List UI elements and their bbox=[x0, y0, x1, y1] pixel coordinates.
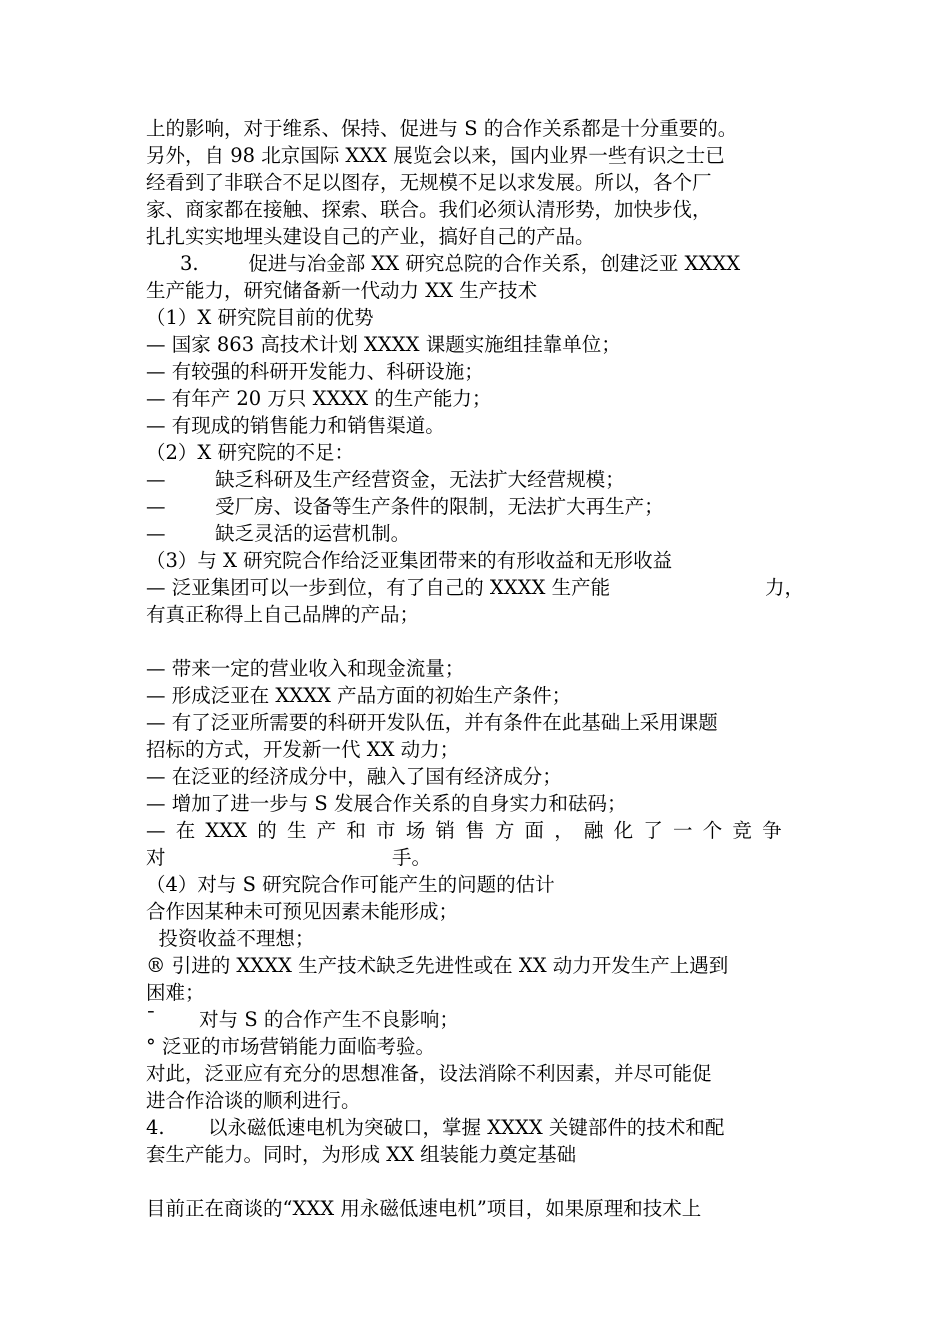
list-item bbox=[146, 574, 808, 601]
list-item-text: 力， bbox=[764, 576, 804, 599]
list-item: — 有了泛亚所需要的科研开发队伍，并有条件在此基础上采用课题 bbox=[146, 711, 718, 734]
list-item-text: 手。 bbox=[392, 846, 432, 869]
list-item: — 有年产 20 万只 XXXX 的生产能力； bbox=[146, 387, 492, 410]
text-line: 困难； bbox=[146, 981, 205, 1004]
list-item: — 在 XXX 的 生 产 和 市 场 销 售 方 面 ， 融 化 了 一 个 竞 争 bbox=[146, 819, 782, 842]
subheading: （4）对与 S 研究院合作可能产生的问题的估计 bbox=[146, 873, 555, 896]
text-line: 扎扎实实地埋头建设自己的产业，搞好自己的产品。 bbox=[146, 225, 595, 248]
list-item: — 增加了进一步与 S 发展合作关系的自身实力和砝码； bbox=[146, 792, 627, 815]
section-heading-4: 4. 以永磁低速电机为突破口，掌握 XXXX 关键部件的技术和配 bbox=[146, 1116, 725, 1139]
list-item-text: 对 bbox=[146, 846, 166, 869]
list-item: — 形成泛亚在 XXXX 产品方面的初始生产条件； bbox=[146, 684, 572, 707]
text-line: 套生产能力。同时，为形成 XX 组装能力奠定基础 bbox=[146, 1143, 577, 1166]
list-item: ¯ 对与 S 的合作产生不良影响； bbox=[146, 1008, 459, 1031]
list-item: — 有现成的销售能力和销售渠道。 bbox=[146, 414, 445, 437]
text-line: 目前正在商谈的“XXX 用永磁低速电机”项目，如果原理和技术上 bbox=[146, 1197, 702, 1220]
list-item bbox=[146, 844, 808, 871]
text-line: 对此，泛亚应有充分的思想准备，设法消除不利因素，并尽可能促 bbox=[146, 1062, 712, 1085]
section-heading-3: 3. 促进与冶金部 XX 研究总院的合作关系，创建泛亚 XXXX bbox=[180, 252, 741, 275]
text-line: 生产能力，研究储备新一代动力 XX 生产技术 bbox=[146, 279, 538, 302]
list-item: — 有较强的科研开发能力、科研设施； bbox=[146, 360, 484, 383]
text-line: 另外，自 98 北京国际 XXX 展览会以来，国内业界一些有识之士已 bbox=[146, 144, 725, 167]
subheading: （3）与 X 研究院合作给泛亚集团带来的有形收益和无形收益 bbox=[146, 549, 673, 572]
list-item: — 缺乏灵活的运营机制。 bbox=[146, 522, 411, 545]
list-item: — 缺乏科研及生产经营资金，无法扩大经营规模； bbox=[146, 468, 625, 491]
text-line: 经看到了非联合不足以图存，无规模不足以求发展。所以，各个厂 bbox=[146, 171, 712, 194]
subheading: （1）X 研究院目前的优势 bbox=[146, 306, 374, 329]
list-item: 合作因某种未可预见因素未能形成； bbox=[146, 900, 459, 923]
list-item: ° 泛亚的市场营销能力面临考验。 bbox=[146, 1035, 435, 1058]
document-page bbox=[146, 115, 808, 1222]
text-line: 进合作洽谈的顺利进行。 bbox=[146, 1089, 361, 1112]
text-line: 招标的方式，开发新一代 XX 动力； bbox=[146, 738, 460, 761]
list-item: — 在泛亚的经济成分中，融入了国有经济成分； bbox=[146, 765, 562, 788]
list-item: — 带来一定的营业收入和现金流量； bbox=[146, 657, 465, 680]
list-item: — 受厂房、设备等生产条件的限制，无法扩大再生产； bbox=[146, 495, 664, 518]
list-item: 投资收益不理想； bbox=[146, 927, 315, 950]
list-item-text: — 泛亚集团可以一步到位，有了自己的 XXXX 生产能 bbox=[146, 576, 611, 599]
blank-line bbox=[146, 1168, 808, 1195]
list-item: — 国家 863 高技术计划 XXXX 课题实施组挂靠单位； bbox=[146, 333, 621, 356]
text-line: 家、商家都在接触、探索、联合。我们必须认清形势，加快步伐， bbox=[146, 198, 712, 221]
list-item: ® 引进的 XXXX 生产技术缺乏先进性或在 XX 动力开发生产上遇到 bbox=[146, 954, 729, 977]
text-line: 上的影响，对于维系、保持、促进与 S 的合作关系都是十分重要的。 bbox=[146, 117, 738, 140]
blank-line bbox=[146, 628, 808, 655]
text-line: 有真正称得上自己品牌的产品； bbox=[146, 603, 420, 626]
subheading: （2）X 研究院的不足： bbox=[146, 441, 354, 464]
